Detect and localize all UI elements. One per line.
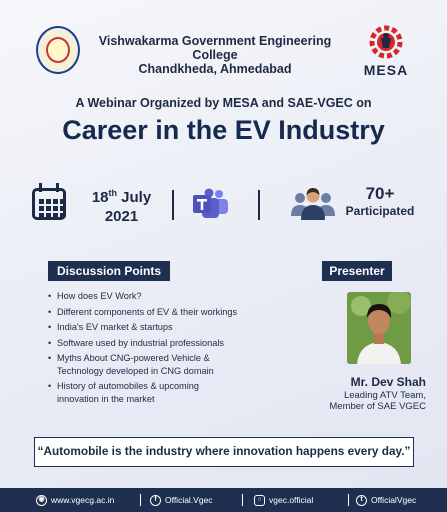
list-item: • India's EV market & startups xyxy=(48,321,298,334)
instagram-icon: ○ xyxy=(254,495,265,506)
participants-label: Participated xyxy=(345,204,415,218)
participants-number: 70+ xyxy=(365,184,395,203)
footer-instagram[interactable] xyxy=(254,488,313,512)
list-item-line2: Technology developed in CNG domain xyxy=(57,365,214,376)
college-name xyxy=(90,34,340,76)
divider-left xyxy=(172,190,174,220)
event-month: July xyxy=(121,189,152,206)
presenter-photo xyxy=(347,292,411,364)
list-item: • How does EV Work? xyxy=(48,290,298,303)
presenter-role xyxy=(300,390,426,412)
footer-bar xyxy=(0,488,447,512)
date-block xyxy=(32,184,172,224)
event-date xyxy=(74,184,169,226)
college-name-line1: Vishwakarma Government Engineering College xyxy=(98,34,332,62)
footer-twitter[interactable] xyxy=(356,488,416,512)
list-item xyxy=(48,380,298,405)
list-item: • Different components of EV & their workings xyxy=(48,306,298,319)
list-item xyxy=(48,352,298,377)
mesa-logo xyxy=(356,24,416,84)
footer-separator xyxy=(242,494,243,506)
list-item-line1: Myths About CNG-powered Vehicle & xyxy=(57,353,210,363)
footer-facebook-text: Official.Vgec xyxy=(165,495,213,505)
event-date-line1 xyxy=(74,184,169,207)
mesa-label: MESA xyxy=(363,62,409,78)
presenter-name: Mr. Dev Shah xyxy=(350,375,426,389)
event-day-suffix: th xyxy=(108,188,117,198)
twitter-icon: t xyxy=(356,495,367,506)
list-item-line1: History of automobiles & upcoming xyxy=(57,381,199,392)
quote-box: “Automobile is the industry where innovation happens every day.” xyxy=(34,437,414,467)
footer-instagram-text: vgec.official xyxy=(269,495,314,505)
discussion-points-list xyxy=(48,290,298,408)
mesa-gear-icon xyxy=(368,24,404,60)
organized-by-text: A Webinar Organized by MESA and SAE-VGEC on xyxy=(75,96,372,110)
footer-twitter-text: OfficialVgec xyxy=(371,495,417,505)
webinar-title: Career in the EV Industry xyxy=(62,115,385,145)
college-emblem-center xyxy=(46,37,70,63)
calendar-icon xyxy=(32,188,66,220)
participants-people-icon xyxy=(290,186,336,222)
event-year: 2021 xyxy=(104,208,139,225)
list-item: • Software used by industrial professionals xyxy=(48,337,298,350)
microsoft-teams-icon xyxy=(192,188,230,220)
list-item-line2: innovation in the market xyxy=(57,393,155,404)
event-day: 18 xyxy=(91,189,109,206)
presenter-role-line1: Leading ATV Team, xyxy=(343,390,426,401)
presenter-heading: Presenter xyxy=(322,261,392,281)
footer-website[interactable] xyxy=(36,488,114,512)
college-name-line2: Chandkheda, Ahmedabad xyxy=(138,62,292,76)
divider-right xyxy=(258,190,260,220)
footer-separator xyxy=(140,494,141,506)
discussion-points-heading: Discussion Points xyxy=(48,261,170,281)
footer-facebook[interactable] xyxy=(150,488,213,512)
footer-website-text: www.vgecg.ac.in xyxy=(51,495,115,505)
globe-icon: ◉ xyxy=(36,495,47,506)
event-info-row xyxy=(0,168,447,238)
college-emblem-icon xyxy=(36,26,80,74)
footer-separator xyxy=(348,494,349,506)
header xyxy=(0,14,447,84)
presenter-role-line2: Member of SAE VGEC xyxy=(329,401,426,412)
participants-count xyxy=(340,184,420,219)
facebook-icon: f xyxy=(150,495,161,506)
